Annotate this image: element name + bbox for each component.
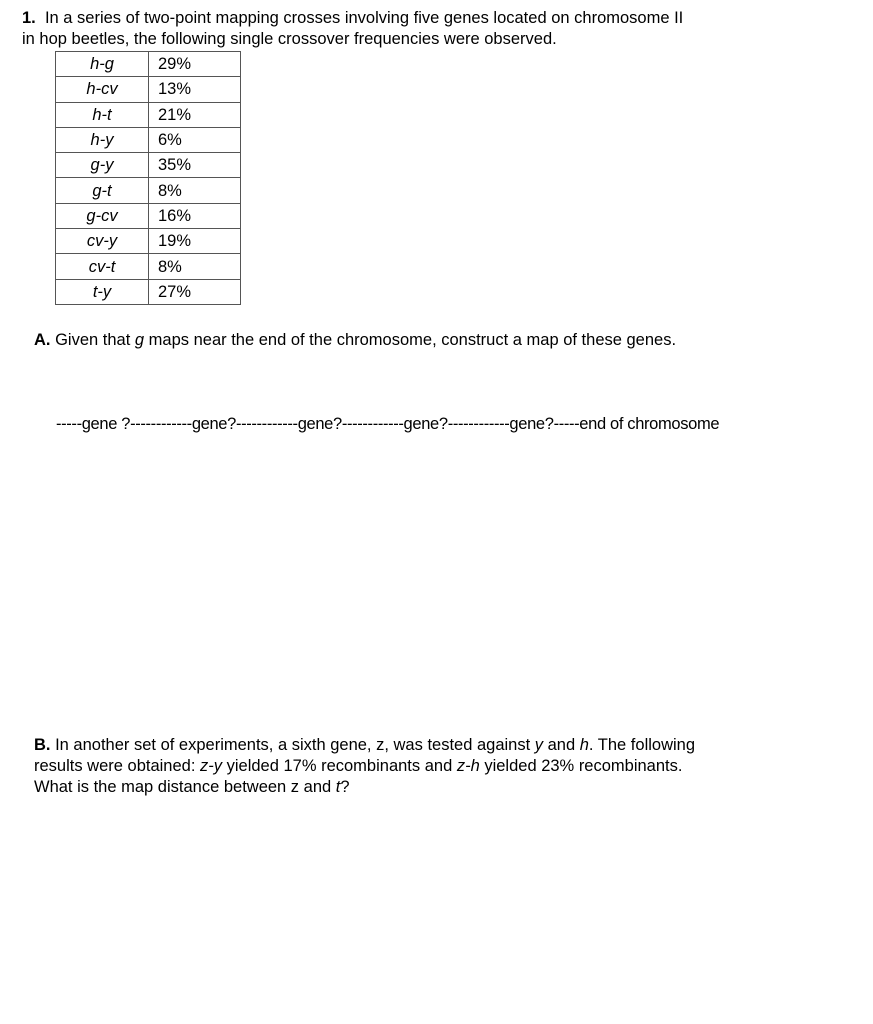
table-row [56, 77, 241, 102]
pair-z-y: z-y [200, 757, 223, 775]
gene-pair: cv-t [56, 254, 149, 279]
question-number: 1. [22, 9, 36, 27]
crossover-frequency: 16% [149, 203, 241, 228]
table-row [56, 52, 241, 77]
intro-line1: In a series of two-point mapping crosses involving five genes located on chromosome II [44, 9, 684, 27]
text: and [543, 736, 580, 754]
text: What is the map distance between z and [34, 778, 336, 796]
table-row [56, 279, 241, 304]
table-row [56, 178, 241, 203]
crossover-frequency: 29% [149, 52, 241, 77]
gene-g: g [134, 331, 145, 349]
table-row [56, 254, 241, 279]
gene-h: h [579, 736, 589, 754]
crossover-frequency: 8% [149, 178, 241, 203]
text: In another set of experiments, a sixth gene, z, was tested against [50, 736, 535, 754]
table-row [56, 102, 241, 127]
text: yielded 23% recombinants. [479, 757, 683, 775]
text: yielded 17% recombinants and [222, 757, 457, 775]
gene-pair: h-g [56, 52, 149, 77]
crossover-frequency: 27% [149, 279, 241, 304]
crossover-table [55, 51, 241, 305]
gene-pair: cv-y [56, 229, 149, 254]
crossover-frequency: 21% [149, 102, 241, 127]
text: . The following [588, 736, 696, 754]
text: maps near the end of the chromosome, construct a map of these genes. [144, 331, 677, 349]
gene-pair: h-t [56, 102, 149, 127]
gene-pair: g-t [56, 178, 149, 203]
crossover-frequency: 35% [149, 153, 241, 178]
map-line: -----gene ?------------gene?------------gene?------------gene?------------gene?-----end of chromosome [56, 415, 720, 433]
crossover-frequency: 13% [149, 77, 241, 102]
text: Given that [50, 331, 135, 349]
table-row [56, 203, 241, 228]
table-row [56, 153, 241, 178]
text: results were obtained: [34, 757, 201, 775]
gene-pair: g-y [56, 153, 149, 178]
gene-pair: h-y [56, 127, 149, 152]
crossover-frequency: 19% [149, 229, 241, 254]
gene-pair: g-cv [56, 203, 149, 228]
gene-t: t [335, 778, 341, 796]
gene-pair: t-y [56, 279, 149, 304]
part-b-prompt [34, 735, 695, 798]
table-row [56, 229, 241, 254]
crossover-frequency: 6% [149, 127, 241, 152]
part-a-prompt [34, 330, 676, 351]
text: ? [340, 778, 350, 796]
question-intro [22, 8, 683, 50]
gene-pair: h-cv [56, 77, 149, 102]
gene-y: y [534, 736, 544, 754]
table-row [56, 127, 241, 152]
part-b-label: B. [34, 736, 51, 754]
crossover-frequency: 8% [149, 254, 241, 279]
pair-z-h: z-h [456, 757, 480, 775]
intro-line2: in hop beetles, the following single crossover frequencies were observed. [22, 30, 557, 48]
part-a-label: A. [34, 331, 51, 349]
